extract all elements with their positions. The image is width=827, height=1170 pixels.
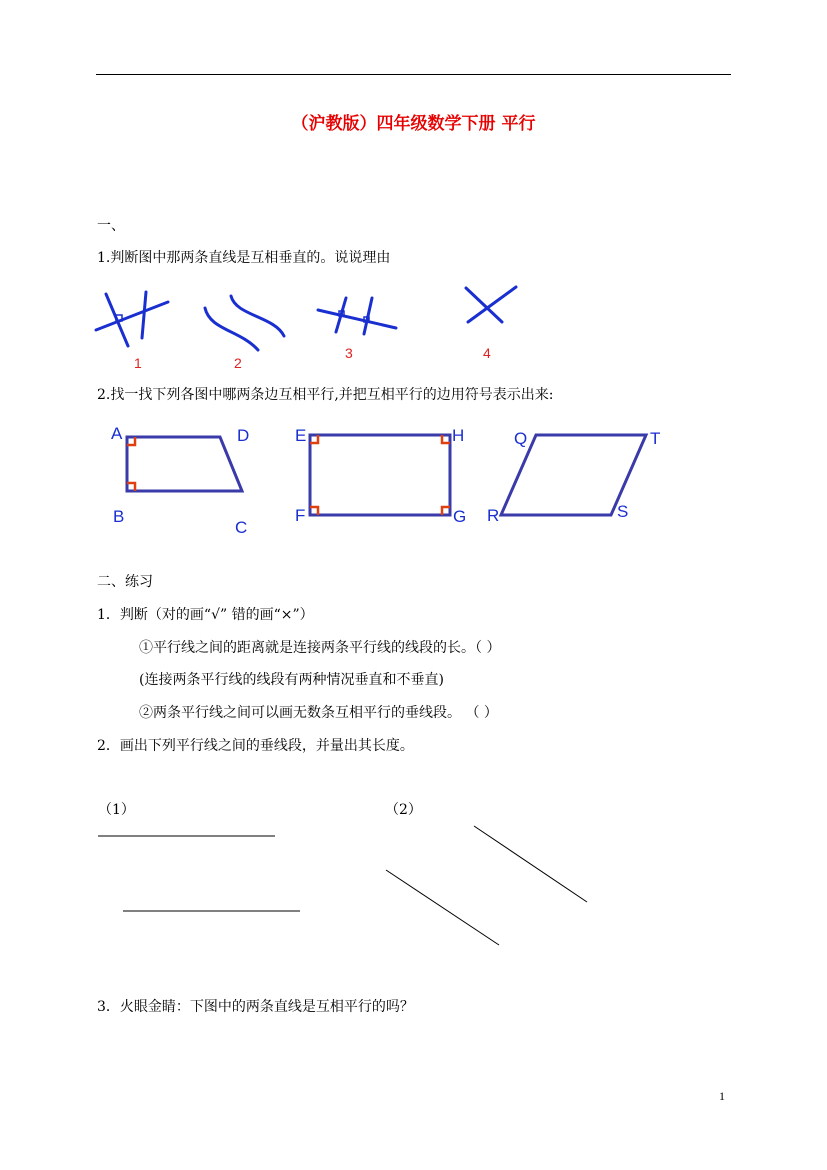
figure-label-1: 1: [134, 355, 142, 371]
parallel-line-2a: [474, 826, 587, 902]
question-2-1-item-2: ②两条平行线之间可以画无数条互相平行的垂线段。 （ ）: [139, 705, 498, 721]
vertex-B: B: [113, 507, 125, 526]
question-2-1-note: (连接两条平行线的线段有两种情况垂直和不垂直): [139, 672, 444, 688]
vertex-S: S: [617, 502, 629, 521]
vertex-H: H: [452, 426, 465, 445]
question-2-3: 3．火眼金睛：下图中的两条直线是互相平行的吗？: [97, 999, 414, 1015]
vertex-C: C: [235, 518, 248, 537]
vertex-Q: Q: [514, 429, 528, 448]
exercise-label-2: （2）: [385, 802, 422, 818]
section1-heading: 一、: [97, 218, 125, 234]
vertex-E: E: [295, 426, 307, 445]
question-1-2: 2.找一找下列各图中哪两条边互相平行,并把互相平行的边用符号表示出来:: [97, 387, 554, 403]
question-2-1: 1．判断（对的画“√” 错的画“×”）: [97, 607, 314, 623]
vertex-G: G: [453, 507, 467, 526]
page-number: 1: [719, 1089, 725, 1103]
exercise-label-1: （1）: [98, 802, 135, 818]
vertex-T: T: [650, 429, 661, 448]
figure-label-4: 4: [483, 345, 491, 361]
vertex-A: A: [111, 424, 123, 443]
page-title: （沪教版）四年级数学下册 平行: [291, 114, 536, 134]
parallel-line-2b: [386, 870, 499, 945]
figure-label-3: 3: [345, 345, 353, 361]
section2-heading: 二、练习: [97, 574, 153, 590]
question-2-1-item-1: ①平行线之间的距离就是连接两条平行线的线段的长。（ ）: [139, 640, 501, 656]
vertex-D: D: [237, 426, 250, 445]
vertex-F: F: [295, 506, 306, 525]
vertex-R: R: [487, 506, 500, 525]
figure-label-2: 2: [234, 355, 242, 371]
question-2-2: 2．画出下列平行线之间的垂线段，并量出其长度。: [97, 738, 414, 754]
question-1-1: 1.判断图中那两条直线是互相垂直的。说说理由: [97, 250, 391, 266]
